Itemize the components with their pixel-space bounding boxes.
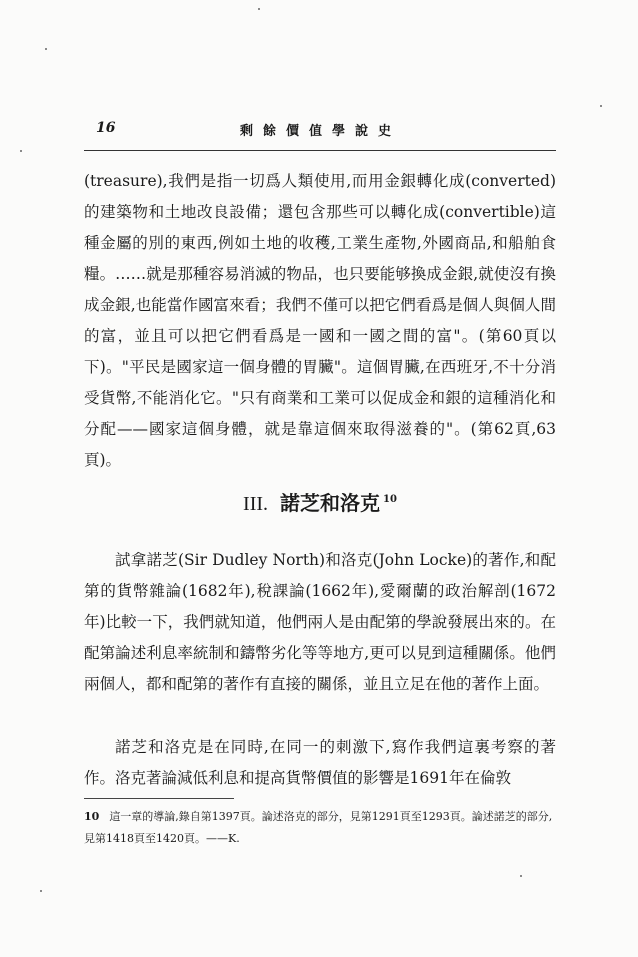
footnote-text: 這一章的導論,錄自第1397頁。論述洛克的部分，見第1291頁至1293頁。論述諾芝的部分,見第1418頁至1420頁。——K.	[84, 810, 553, 845]
paragraph-3: 諾芝和洛克是在同時,在同一的刺激下,寫作我們這裏考察的著作。洛克著論減低利息和提高貨幣價值的影響是1691年在倫敦	[84, 738, 556, 787]
footnote-mark: 10	[84, 810, 100, 823]
footnote	[84, 806, 556, 850]
scan-speck	[45, 48, 47, 50]
scan-speck	[40, 890, 42, 892]
page-number: 16	[96, 120, 116, 136]
header-rule	[84, 150, 556, 151]
section-heading	[84, 487, 556, 516]
section-number: III.	[243, 493, 269, 515]
footnote-rule	[84, 798, 234, 799]
section-title: 諾芝和洛克	[280, 491, 381, 515]
scan-speck	[20, 150, 22, 152]
running-title: 剩餘價值學說史	[240, 124, 402, 139]
scan-speck	[258, 8, 260, 10]
scan-speck	[520, 875, 522, 877]
paragraph-2: 試拿諾芝(Sir Dudley North)和洛克(John Locke)的著作,和配第的貨幣雜論(1682年),稅課論(1662年),愛爾蘭的政治解剖(1672年)比較一下，我們就知道，他們兩人是由配第的學說發展出來的。在配第論述利息率統制和鑄幣劣化等等地方,更可以見到這種關係。他們兩個人，都和配第的著作有直接的關係，並且立足在他的著作上面。	[84, 551, 556, 693]
scan-speck	[600, 105, 602, 107]
footnote-reference[interactable]: 10	[383, 494, 397, 506]
paragraph-1: (treasure),我們是指一切爲人類使用,而用金銀轉化成(converted)的建築物和土地改良設備；還包含那些可以轉化成(convertible)這種金屬的別的東西,例如土地的收穫,工業生產物,外國商品,和船舶食糧。……就是那種容易消滅的物品，也只要能够換成金銀,就使沒有換成金銀,也能當作國富來看；我們不僅可以把它們看爲是個人與個人間的富，並且可以把它們看爲是一國和一國之間的富"。(第60頁以下)。"平民是國家這一個身體的胃臟"。這個胃臟,在西班牙,不十分消受貨幣,不能消化它。"只有商業和工業可以促成金和銀的這種消化和分配——國家這個身體，就是靠這個來取得滋養的"。(第62頁,63頁)。	[84, 172, 556, 469]
